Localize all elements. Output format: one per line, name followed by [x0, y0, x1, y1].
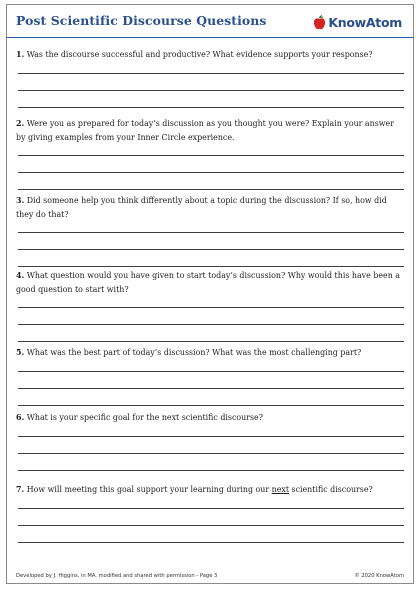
underlined-word: next [271, 485, 290, 494]
question-text [16, 269, 404, 296]
question-prompt: How will meeting this goal support your learning during our [26, 485, 272, 494]
question-number: 7. [16, 485, 25, 494]
question-number: 4. [16, 271, 25, 280]
question-4 [16, 269, 404, 342]
question-text [16, 483, 404, 497]
answer-line[interactable] [18, 388, 404, 389]
answer-line[interactable] [18, 172, 404, 173]
question-text [16, 346, 404, 360]
answer-line[interactable] [18, 371, 404, 372]
question-number: 1. [16, 50, 25, 59]
question-text [16, 194, 404, 221]
answer-line[interactable] [18, 232, 404, 233]
question-prompt-end: scientific discourse? [289, 485, 373, 494]
footer-copyright: © 2020 KnowAtom [354, 573, 404, 579]
answer-line[interactable] [18, 155, 404, 156]
answer-line[interactable] [18, 453, 404, 454]
answer-line[interactable] [18, 73, 404, 74]
question-5 [16, 346, 404, 406]
question-7 [16, 483, 404, 543]
question-prompt: Was the discourse successful and productive? What evidence supports your response? [26, 50, 373, 59]
logo-text: KnowAtom [328, 14, 402, 30]
question-prompt: Were you as prepared for today’s discussion as you thought you were? Explain your answer by giving examples from your Inner Circle experience. [16, 119, 394, 142]
question-1 [16, 48, 404, 108]
page-title: Post Scientific Discourse Questions [16, 13, 267, 28]
header [7, 5, 413, 38]
answer-line[interactable] [18, 107, 404, 108]
question-text [16, 117, 404, 144]
apple-icon [313, 15, 326, 30]
question-3 [16, 194, 404, 267]
question-prompt: What is your specific goal for the next scientific discourse? [26, 413, 263, 422]
answer-line[interactable] [18, 307, 404, 308]
question-2 [16, 117, 404, 190]
question-6 [16, 411, 404, 471]
question-prompt: Did someone help you think differently about a topic during the discussion? If so, how did they do that? [16, 196, 387, 219]
answer-line[interactable] [18, 266, 404, 267]
worksheet-page [6, 4, 414, 584]
answer-line[interactable] [18, 436, 404, 437]
answer-line[interactable] [18, 90, 404, 91]
answer-line[interactable] [18, 324, 404, 325]
question-prompt: What was the best part of today’s discussion? What was the most challenging part? [26, 348, 362, 357]
knowatom-logo [313, 13, 402, 31]
answer-line[interactable] [18, 341, 404, 342]
answer-line[interactable] [18, 249, 404, 250]
footer [16, 573, 404, 579]
footer-credit: Developed by J. Higgins, in MA. modified and shared with permission - Page 3 [16, 573, 218, 579]
question-number: 6. [16, 413, 25, 422]
answer-line[interactable] [18, 470, 404, 471]
answer-line[interactable] [18, 525, 404, 526]
question-number: 5. [16, 348, 25, 357]
question-number: 2. [16, 119, 25, 128]
answer-line[interactable] [18, 542, 404, 543]
question-number: 3. [16, 196, 25, 205]
answer-line[interactable] [18, 189, 404, 190]
question-prompt: What question would you have given to start today’s discussion? Why would this have been a good question to start with? [16, 271, 401, 294]
question-text [16, 411, 404, 425]
question-text [16, 48, 404, 62]
answer-line[interactable] [18, 508, 404, 509]
answer-line[interactable] [18, 405, 404, 406]
